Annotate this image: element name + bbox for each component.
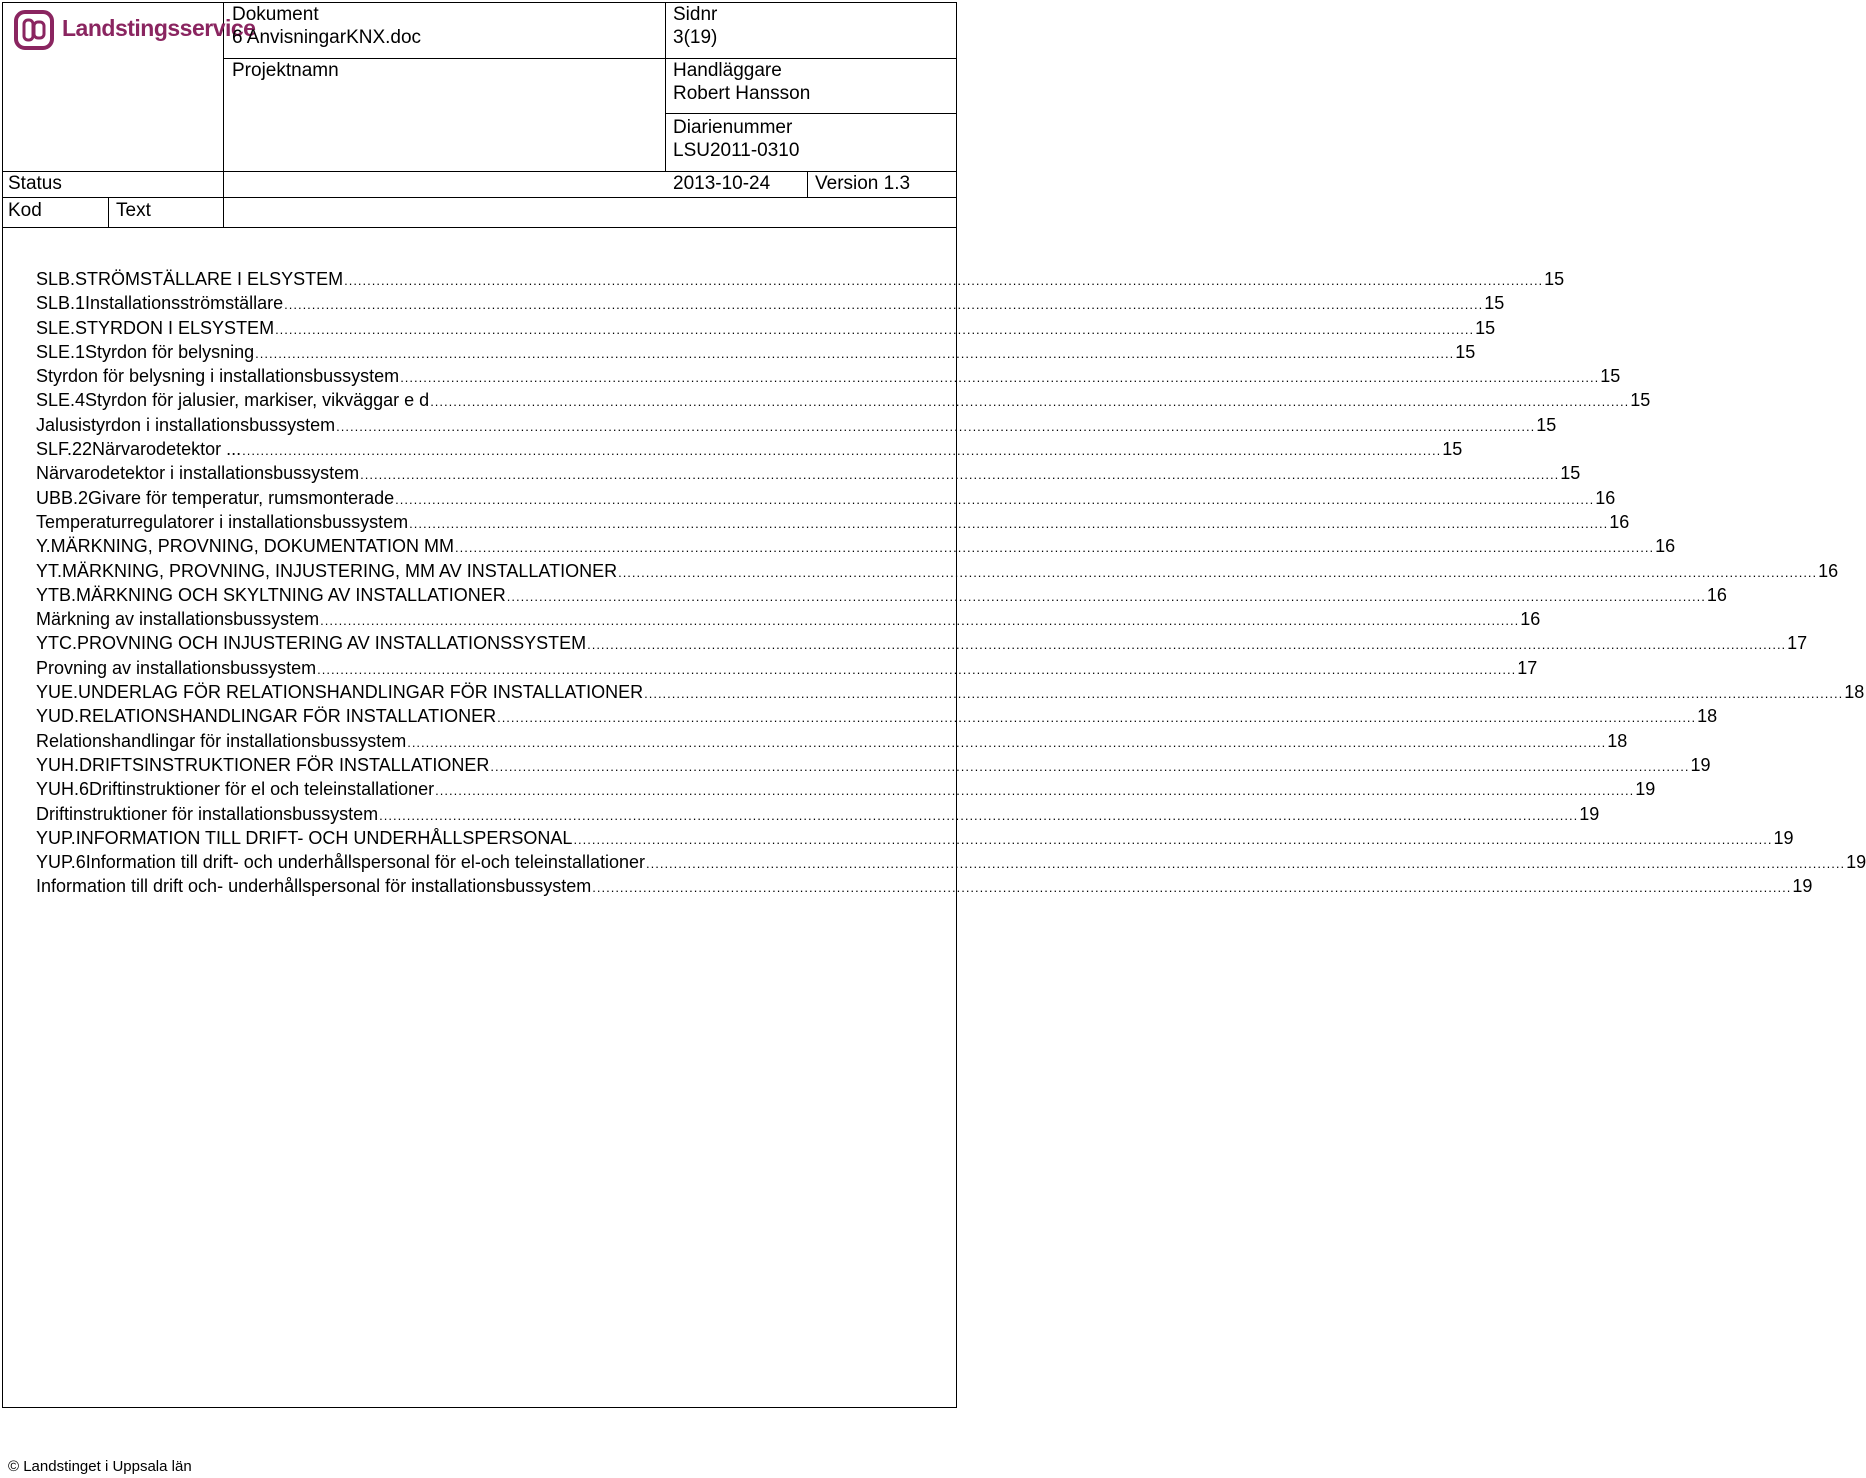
toc-entry-page: 18 [1844, 682, 1865, 703]
version-value: Version 1.3 [815, 173, 911, 194]
toc-entry-title: Märkning av installationsbussystem [36, 609, 320, 630]
header-divider-version [807, 171, 808, 197]
header-rule-4 [2, 197, 957, 198]
toc-entry-page: 16 [1609, 511, 1630, 532]
toc-dot-leader: .................................................................................................................................................................................................................................................................... [573, 831, 1773, 847]
toc-entry-title: YUH.6Driftinstruktioner för el och teleinstallationer [36, 779, 435, 800]
toc-entry[interactable] [36, 534, 1676, 558]
toc-entry-page: 19 [1579, 803, 1600, 824]
toc-entry-title: Y.MÄRKNING, PROVNING, DOKUMENTATION MM [36, 536, 455, 557]
toc-entry[interactable] [36, 461, 1581, 485]
toc-entry[interactable] [36, 388, 1651, 412]
toc-entry-title: YUP.INFORMATION TILL DRIFT- OCH UNDERHÅLLSPERSONAL [36, 827, 573, 848]
toc-entry-page: 19 [1792, 876, 1813, 897]
toc-entry[interactable] [36, 802, 1600, 826]
header-rule-3 [2, 171, 957, 172]
toc-entry-title: YUH.DRIFTSINSTRUKTIONER FÖR INSTALLATIONER [36, 754, 490, 775]
toc-entry-page: 19 [1773, 827, 1794, 848]
toc-entry[interactable] [36, 656, 1538, 680]
diarienummer-label: Diarienummer [673, 117, 793, 138]
toc-entry[interactable] [36, 680, 1865, 704]
toc-dot-leader: .................................................................................................................................................................................................................................................................... [409, 515, 1609, 531]
header-rule-2 [665, 113, 957, 114]
toc-dot-leader: .................................................................................................................................................................................................................................................................... [400, 370, 1600, 386]
toc-entry-title: SLE.STYRDON I ELSYSTEM [36, 317, 275, 338]
toc-entry[interactable] [36, 607, 1541, 631]
toc-entry-title: SLE.4Styrdon för jalusier, markiser, vikväggar e d [36, 390, 430, 411]
toc-dot-leader: .................................................................................................................................................................................................................................................................... [430, 394, 1630, 410]
toc-entry-title: YTC.PROVNING OCH INJUSTERING AV INSTALLATIONSSYSTEM [36, 633, 587, 654]
toc-entry-title: YUP.6Information till drift- och underhållspersonal för el-och teleinstallationer [36, 852, 645, 873]
toc-entry[interactable] [36, 486, 1616, 510]
toc-entry-title: Information till drift och- underhållspersonal för installationsbussystem [36, 876, 592, 897]
toc-entry-title: SLF.22Närvarodetektor ... [36, 439, 242, 460]
toc-entry-title: YTB.MÄRKNING OCH SKYLTNING AV INSTALLATIONER [36, 584, 506, 605]
date-value: 2013-10-24 [673, 173, 771, 194]
toc-entry-page: 15 [1544, 269, 1565, 289]
toc-entry-page: 19 [1846, 852, 1866, 873]
toc-entry[interactable] [36, 267, 1565, 291]
toc-dot-leader: .................................................................................................................................................................................................................................................................... [506, 588, 1706, 604]
toc-entry-page: 15 [1560, 463, 1581, 484]
header-rule-5 [2, 227, 957, 228]
toc-dot-leader: .................................................................................................................................................................................................................................................................... [336, 418, 1536, 434]
toc-entry-page: 17 [1787, 633, 1808, 654]
toc-entry-page: 19 [1690, 754, 1711, 775]
toc-dot-leader: .................................................................................................................................................................................................................................................................... [344, 273, 1544, 288]
toc-entry[interactable] [36, 510, 1630, 534]
toc-entry[interactable] [36, 340, 1476, 364]
toc-dot-leader: .................................................................................................................................................................................................................................................................... [455, 540, 1655, 556]
toc-entry-title: Styrdon för belysning i installationsbussystem [36, 366, 400, 387]
handlaggare-value: Robert Hansson [673, 83, 811, 104]
status-label: Status [8, 173, 62, 194]
kod-label: Kod [8, 200, 42, 221]
toc-entry[interactable] [36, 850, 1866, 874]
toc-entry-page: 16 [1595, 487, 1616, 508]
toc-entry-page: 16 [1706, 584, 1727, 605]
toc-entry[interactable] [36, 437, 1463, 461]
table-of-contents [36, 267, 1866, 899]
toc-entry-title: YUE.UNDERLAG FÖR RELATIONSHANDLINGAR FÖR INSTALLATIONER [36, 682, 644, 703]
sidnr-label: Sidnr [673, 4, 718, 25]
toc-entry[interactable] [36, 753, 1711, 777]
toc-entry-page: 15 [1484, 293, 1505, 314]
toc-dot-leader: .................................................................................................................................................................................................................................................................... [497, 710, 1697, 726]
toc-dot-leader: .................................................................................................................................................................................................................................................................... [317, 661, 1517, 677]
toc-entry[interactable] [36, 826, 1794, 850]
toc-entry-page: 15 [1475, 317, 1496, 338]
toc-entry-title: Relationshandlingar för installationsbussystem [36, 730, 407, 751]
toc-dot-leader: .................................................................................................................................................................................................................................................................... [275, 321, 1475, 337]
toc-entry[interactable] [36, 559, 1839, 583]
toc-entry[interactable] [36, 413, 1557, 437]
toc-dot-leader: .................................................................................................................................................................................................................................................................... [592, 880, 1792, 896]
toc-entry-title: SLB.STRÖMSTÄLLARE I ELSYSTEM [36, 269, 344, 289]
toc-dot-leader: .................................................................................................................................................................................................................................................................... [644, 686, 1844, 702]
toc-entry-page: 15 [1536, 414, 1557, 435]
header-divider-right [665, 2, 666, 171]
toc-entry-title: Provning av installationsbussystem [36, 657, 317, 678]
toc-entry[interactable] [36, 364, 1621, 388]
toc-entry-page: 18 [1697, 706, 1718, 727]
toc-entry[interactable] [36, 316, 1496, 340]
footer-copyright: © Landstinget i Uppsala län [8, 1458, 192, 1475]
logo-emblem-icon [14, 10, 54, 50]
toc-entry-title: Temperaturregulatorer i installationsbussystem [36, 511, 409, 532]
header-rule-1 [223, 58, 957, 59]
toc-entry-page: 18 [1607, 730, 1628, 751]
toc-entry[interactable] [36, 729, 1628, 753]
projektnamn-label: Projektnamn [232, 60, 339, 81]
toc-dot-leader: .................................................................................................................................................................................................................................................................... [490, 758, 1690, 774]
toc-entry-title: SLE.1Styrdon för belysning [36, 341, 255, 362]
toc-entry[interactable] [36, 291, 1505, 315]
logo-text: Landstingsservice [62, 15, 256, 41]
toc-entry[interactable] [36, 704, 1718, 728]
dokument-value: 6 AnvisningarKNX.doc [232, 27, 422, 48]
diarienummer-value: LSU2011-0310 [673, 140, 800, 161]
toc-entry-page: 17 [1517, 657, 1538, 678]
toc-entry-title: SLB.1Installationsströmställare [36, 293, 284, 314]
toc-dot-leader: .................................................................................................................................................................................................................................................................... [242, 443, 1442, 459]
toc-entry-page: 16 [1520, 609, 1541, 630]
toc-entry-title: Driftinstruktioner för installationsbussystem [36, 803, 379, 824]
toc-entry[interactable] [36, 777, 1656, 801]
toc-dot-leader: .................................................................................................................................................................................................................................................................... [255, 345, 1455, 361]
toc-dot-leader: .................................................................................................................................................................................................................................................................... [435, 783, 1635, 799]
toc-entry-page: 15 [1455, 341, 1476, 362]
toc-entry-page: 16 [1818, 560, 1839, 581]
text-label: Text [116, 200, 151, 221]
toc-dot-leader: .................................................................................................................................................................................................................................................................... [407, 734, 1607, 750]
sidnr-value: 3(19) [673, 27, 718, 48]
toc-entry-title: YUD.RELATIONSHANDLINGAR FÖR INSTALLATIONER [36, 706, 497, 727]
toc-entry-title: UBB.2Givare för temperatur, rumsmonterade [36, 487, 395, 508]
toc-dot-leader: .................................................................................................................................................................................................................................................................... [395, 491, 1595, 507]
handlaggare-label: Handläggare [673, 60, 782, 81]
toc-dot-leader: .................................................................................................................................................................................................................................................................... [284, 297, 1484, 313]
toc-entry-page: 16 [1655, 536, 1676, 557]
toc-entry-page: 15 [1442, 439, 1463, 460]
toc-entry[interactable] [36, 631, 1808, 655]
toc-dot-leader: .................................................................................................................................................................................................................................................................... [379, 807, 1579, 823]
toc-entry-title: YT.MÄRKNING, PROVNING, INJUSTERING, MM AV INSTALLATIONER [36, 560, 618, 581]
toc-entry[interactable] [36, 874, 1813, 898]
toc-dot-leader: .................................................................................................................................................................................................................................................................... [320, 613, 1520, 629]
toc-entry-page: 19 [1635, 779, 1656, 800]
toc-entry-title: Närvarodetektor i installationsbussystem [36, 463, 360, 484]
toc-dot-leader: .................................................................................................................................................................................................................................................................... [646, 856, 1846, 872]
toc-entry-page: 15 [1630, 390, 1651, 411]
dokument-label: Dokument [232, 4, 319, 25]
toc-entry-title: Jalusistyrdon i installationsbussystem [36, 414, 336, 435]
toc-entry[interactable] [36, 583, 1727, 607]
toc-dot-leader: .................................................................................................................................................................................................................................................................... [618, 564, 1818, 580]
toc-dot-leader: .................................................................................................................................................................................................................................................................... [360, 467, 1560, 483]
header-divider-kod [108, 197, 109, 227]
toc-dot-leader: .................................................................................................................................................................................................................................................................... [587, 637, 1787, 653]
toc-entry-page: 15 [1600, 366, 1621, 387]
